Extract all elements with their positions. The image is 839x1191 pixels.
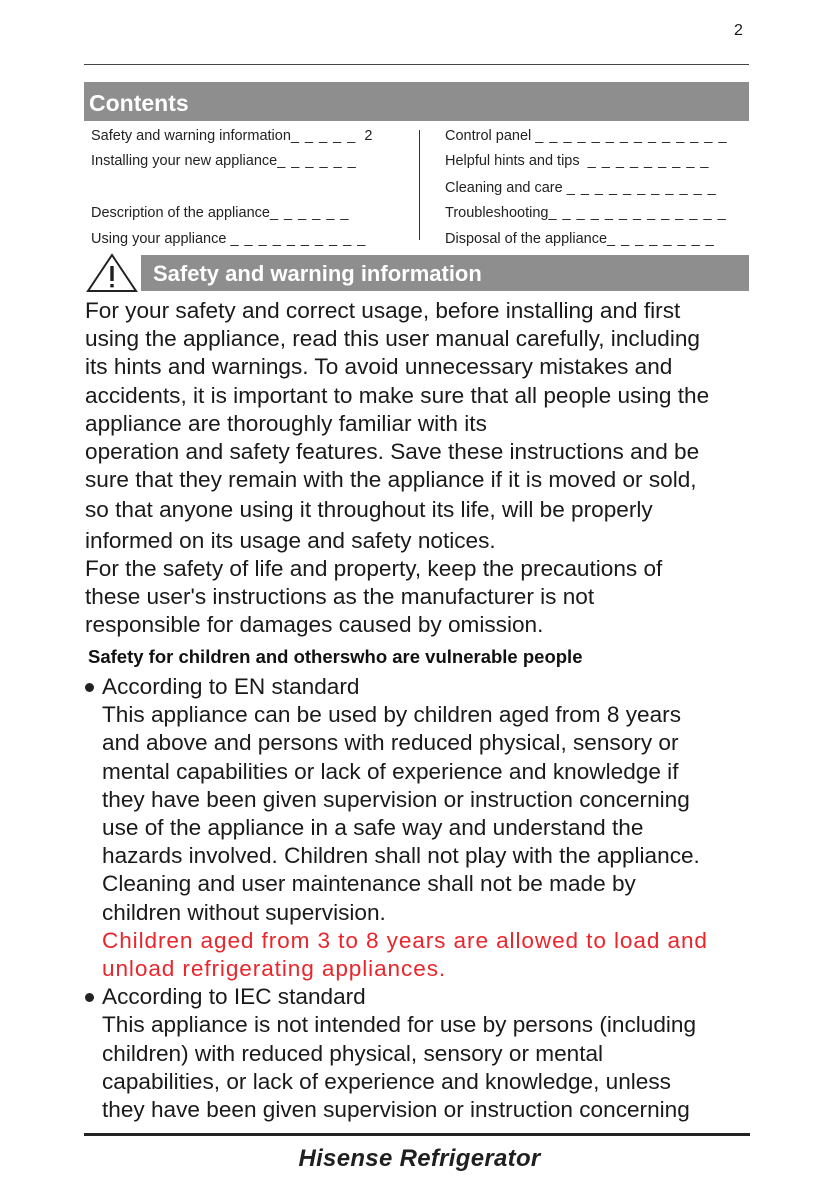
iec-standard-text: [83, 1011, 773, 1124]
text-line: use of the appliance in a safe way and understand the: [102, 815, 644, 841]
toc-label: Cleaning and care: [445, 180, 563, 196]
toc-leader: _ _ _ _ _ _: [277, 153, 357, 169]
text-line: children) with reduced physical, sensory or mental: [102, 1040, 604, 1066]
safety-heading: Safety and warning information: [141, 255, 749, 291]
toc-label: Description of the appliance: [91, 205, 270, 221]
text-line: Cleaning and user maintenance shall not be made by: [102, 871, 636, 897]
toc-label: Troubleshooting: [445, 205, 549, 221]
toc-leader: _ _ _ _ _: [290, 128, 357, 144]
standards-list: [83, 673, 773, 1124]
top-rule: [84, 64, 749, 65]
toc-item-safety[interactable]: [91, 128, 372, 144]
toc-item-cleaning[interactable]: [445, 180, 717, 196]
red-warning-line: unload refrigerating appliances.: [102, 956, 447, 982]
text-line: This appliance is not intended for use by persons (including: [102, 1012, 697, 1038]
text-line: This appliance can be used by children aged from 8 years: [102, 702, 681, 728]
toc-item-description[interactable]: [91, 205, 349, 221]
toc-label: Disposal of the appliance: [445, 231, 608, 247]
toc-leader: _ _ _ _ _ _ _ _ _ _ _ _ _ _: [535, 128, 728, 144]
iec-standard-heading: [83, 983, 773, 1011]
en-standard-heading: [83, 673, 773, 701]
toc-label: Control panel: [445, 128, 532, 144]
red-warning-line: Children aged from 3 to 8 years are allowed to load and: [102, 927, 708, 953]
toc-item-troubleshooting[interactable]: [445, 205, 727, 221]
en-standard-text: [83, 701, 773, 983]
bottom-rule: [84, 1133, 750, 1136]
text-line: these user's instructions as the manufacturer is not: [85, 584, 595, 610]
text-line: informed on its usage and safety notices.: [85, 527, 496, 553]
toc-leader: _ _ _ _ _ _ _ _ _ _: [230, 231, 367, 247]
text-line: so that anyone using it throughout its life, will be properly: [85, 497, 653, 523]
text-line: sure that they remain with the appliance if it is moved or sold,: [85, 467, 697, 493]
intro-text: [85, 297, 765, 639]
text-line: For your safety and correct usage, before installing and first: [85, 298, 681, 323]
text-line: and above and persons with reduced physical, sensory or: [102, 730, 679, 756]
toc-divider: [419, 130, 420, 240]
toc-leader: _ _ _ _ _ _ _ _ _: [587, 153, 710, 169]
text-line: hazards involved. Children shall not play with the appliance.: [102, 843, 700, 869]
text-line: mental capabilities or lack of experience and knowledge if: [102, 758, 679, 784]
toc-leader: _ _ _ _ _ _ _ _ _ _ _ _ _: [548, 205, 727, 221]
text-line: capabilities, or lack of experience and knowledge, unless: [102, 1068, 671, 1094]
toc-item-hints[interactable]: [445, 153, 709, 169]
text-line: operation and safety features. Save these instructions and be: [85, 439, 700, 465]
bullet-label: According to EN standard: [102, 674, 360, 699]
page-number: 2: [734, 22, 743, 39]
contents-heading: Contents: [84, 82, 749, 121]
toc-page: 2: [364, 128, 373, 144]
toc-item-control-panel[interactable]: [445, 128, 728, 144]
toc-label: Installing your new appliance: [91, 153, 278, 169]
warning-triangle-icon: [86, 253, 138, 293]
text-line: children without supervision.: [102, 899, 386, 925]
toc-item-using[interactable]: [91, 231, 366, 247]
toc-label: Helpful hints and tips: [445, 153, 580, 169]
toc-label: Safety and warning information: [91, 128, 291, 144]
text-line: using the appliance, read this user manual carefully, including: [85, 326, 700, 352]
toc-leader: _ _ _ _ _ _ _ _ _ _ _: [566, 180, 717, 196]
text-line: they have been given supervision or instruction concerning: [102, 1097, 690, 1123]
text-line: accidents, it is important to make sure that all people using the: [85, 382, 710, 408]
toc-item-installing[interactable]: [91, 153, 357, 169]
bullet-icon: [85, 683, 94, 692]
toc-leader: _ _ _ _ _ _: [269, 205, 350, 221]
text-line: its hints and warnings. To avoid unnecessary mistakes and: [85, 354, 673, 380]
children-safety-subheading: Safety for children and otherswho are vulnerable people: [88, 646, 583, 667]
text-line: responsible for damages caused by omission.: [85, 612, 544, 638]
text-line: appliance are thoroughly familiar with its: [85, 410, 487, 436]
toc-leader: _ _ _ _ _ _ _ _: [607, 231, 715, 247]
footer-brand: Hisense Refrigerator: [298, 1145, 541, 1172]
bullet-icon: [85, 993, 94, 1002]
bullet-label: According to IEC standard: [102, 984, 366, 1010]
toc-item-disposal[interactable]: [445, 231, 715, 247]
text-line: they have been given supervision or instruction concerning: [102, 786, 690, 812]
toc-label: Using your appliance: [91, 231, 227, 247]
text-line: For the safety of life and property, keep the precautions of: [85, 555, 663, 581]
